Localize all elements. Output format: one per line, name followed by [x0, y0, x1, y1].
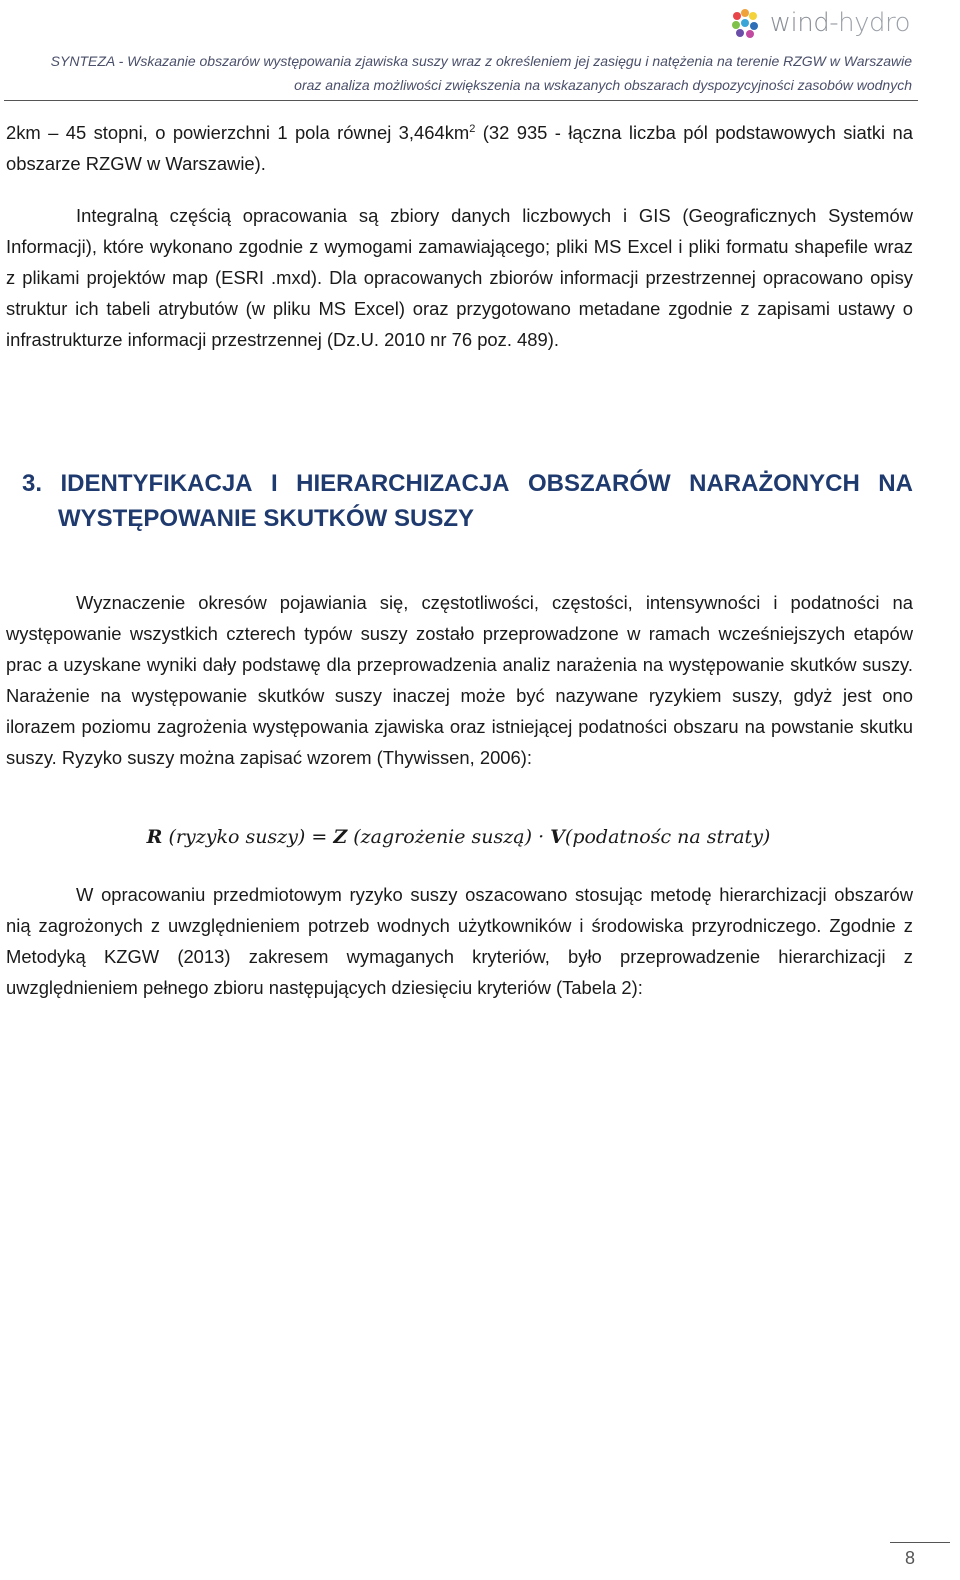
formula-z-symbol: Z: [333, 826, 348, 848]
formula-v-symbol: V: [550, 826, 565, 848]
header-title-line-1: SYNTEZA - Wskazanie obszarów występowania zjawiska suszy wraz z określeniem jej zasięgu i natężenia na terenie RZGW w Warszawie: [50, 53, 912, 69]
formula-r-text: (ryzyko suszy) =: [162, 826, 334, 848]
heading-word: OBSZARÓW: [527, 470, 671, 497]
risk-formula: [0, 826, 917, 848]
wind-hydro-logo-icon: [726, 4, 764, 42]
logo-text-main: wind-: [769, 8, 839, 38]
heading-word: IDENTYFIKACJA: [60, 470, 253, 497]
formula-v-text: (podatnośc na straty): [564, 826, 771, 848]
formula-r-symbol: R: [146, 826, 163, 848]
paragraph-grid-info: [6, 114, 913, 179]
logo-wordmark: [770, 8, 910, 38]
header-title-line-2: oraz analiza możliwości zwiększenia na wskazanych obszarach dyspozycyjności zasobów wodnych: [294, 77, 912, 93]
page-number: 8: [905, 1548, 916, 1568]
paragraph-grid-info-text-2: (32 935 - łączna liczba pól podstawowych siatki na obszarze RZGW w Warszawie).: [6, 122, 913, 175]
superscript: 2: [469, 123, 476, 135]
footer-divider: [890, 1542, 950, 1543]
heading-word: HIERARCHIZACJA: [296, 470, 510, 497]
logo: [726, 4, 910, 42]
paragraph-grid-info-text: 2km – 45 stopni, o powierzchni 1 pola równej 3,464km: [6, 122, 470, 144]
section-heading-line-2: WYSTĘPOWANIE SKUTKÓW SUSZY: [58, 505, 475, 532]
header-divider: [4, 100, 918, 101]
paragraph-gis-data: Integralną częścią opracowania są zbiory danych liczbowych i GIS (Geograficznych Systemów Informacji), które wykonano zgodnie z wymogami zamawiającego; pliki MS Excel i pliki formatu shapefile wraz z plikami projektów map (ESRI .mxd). Dla opracowanych zbiorów informacji przestrzennej opracowano opisy struktur ich tabeli atrybutów (w pliku MS Excel) oraz przygotowano metadane zgodnie z zapisami ustawy o infrastrukturze informacji przestrzennej (Dz.U. 2010 nr 76 poz. 489).: [6, 205, 913, 350]
heading-word: NA: [878, 470, 913, 497]
formula-z-text: (zagrożenie suszą) ·: [347, 826, 551, 848]
heading-word: NARAŻONYCH: [689, 470, 860, 497]
section-heading: [22, 466, 913, 536]
heading-word: I: [271, 470, 278, 497]
paragraph-methodology: W opracowaniu przedmiotowym ryzyko suszy oszacowano stosując metodę hierarchizacji obszarów nią zagrożonych z uwzględnieniem potrzeb wodnych użytkowników i środowiska przyrodniczego. Zgodnie z Metodyką KZGW (2013) zakresem wymaganych kryteriów, było przeprowadzenie hierarchizacji z uwzględnieniem pełnego zbioru następujących dziesięciu kryteriów (Tabela 2):: [6, 884, 913, 998]
section-heading-line-1: [22, 466, 913, 501]
paragraph-drought-risk: Wyznaczenie okresów pojawiania się, częstotliwości, częstości, intensywności i podatności na występowanie wszystkich czterech typów suszy zostało przeprowadzone w ramach wcześniejszych etapów prac a uzyskane wyniki dały podstawę dla przeprowadzenia analiz narażenia na występowanie skutków suszy. Narażenie na występowanie skutków suszy inaczej może być nazywane ryzykiem suszy, gdyż jest ono ilorazem poziomu zagrożenia występowania zjawiska oraz istniejącej podatności obszaru na powstanie skutku suszy. Ryzyko suszy można zapisać wzorem (Thywissen, 2006):: [6, 592, 913, 768]
section-number: 3.: [22, 470, 43, 497]
logo-text-accent: hydro: [838, 8, 910, 38]
